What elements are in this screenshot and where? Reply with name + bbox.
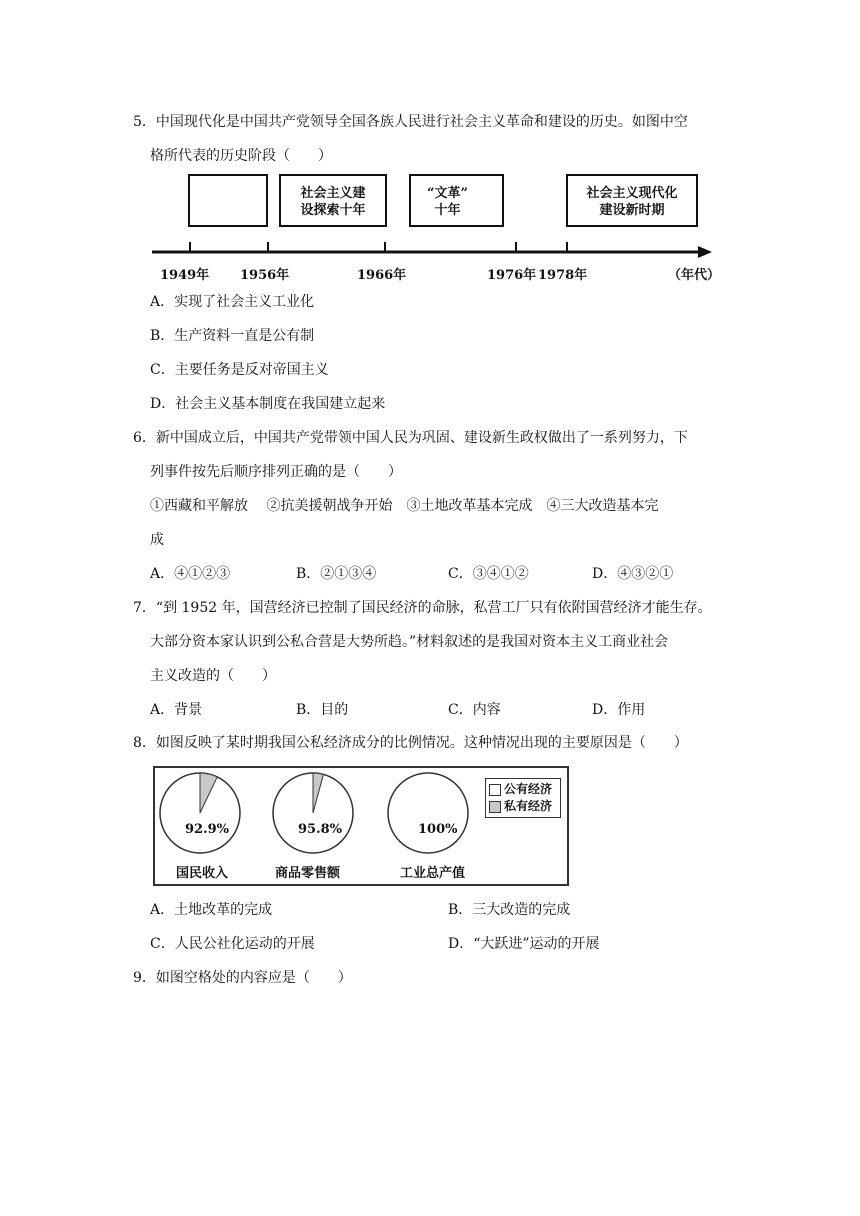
q7-option-a[interactable]: A．背景	[150, 702, 203, 718]
pie-legend	[485, 778, 561, 818]
q6-stem-text: 新中国成立后，中国共产党带领中国人民为巩固、建设新生政权做出了一系列努力，下	[155, 430, 688, 446]
q8-option-d[interactable]: D．“大跃进”运动的开展	[448, 936, 600, 952]
q7-option-b[interactable]: B．目的	[296, 702, 349, 718]
q6-number: 6．	[133, 430, 156, 446]
box-label-line: 十年	[434, 203, 461, 218]
pie-value-national-income: 92.9%	[185, 822, 230, 837]
pie-label-industrial-output: 工业总产值	[400, 866, 466, 881]
tick-label-unit: （年代）	[668, 268, 721, 283]
q8-stem	[133, 733, 688, 753]
q6-option-b[interactable]: B．②①③④	[296, 566, 377, 582]
pie-public-slice	[388, 773, 468, 853]
q5-stem-text: 中国现代化是中国共产党领导全国各族人民进行社会主义革命和建设的历史。如图中空	[155, 114, 688, 130]
q9-stem-text: 如图空格处的内容应是（ ）	[155, 970, 352, 986]
q7-stem-line3: 主义改造的（ ）	[150, 668, 276, 684]
legend-public-swatch	[489, 784, 501, 796]
q5-option-c[interactable]: C．主要任务是反对帝国主义	[150, 362, 329, 378]
box-label-line: “文革”	[427, 186, 468, 201]
tick-label-1949: 1949年	[160, 268, 210, 283]
pie-value-retail-sales: 95.8%	[298, 822, 343, 837]
q6-option-c[interactable]: C．③④①②	[448, 566, 529, 582]
q9-number: 9．	[133, 970, 156, 986]
q8-option-b[interactable]: B．三大改造的完成	[448, 902, 571, 918]
timeline-box-modern-label	[567, 185, 697, 219]
q7-stem-text: “到 1952 年，国营经济已控制了国民经济的命脉，私营工厂只有依附国营经济才能生存。	[155, 600, 712, 616]
q7-stem-line1	[133, 598, 712, 618]
q7-stem-line2: 大部分资本家认识到公私合营是大势所趋。”材料叙述的是我国对资本主义工商业社会	[150, 634, 669, 650]
box-label-line: 社会主义建	[300, 186, 366, 201]
q5-option-a[interactable]: A．实现了社会主义工业化	[150, 294, 315, 310]
q7-number: 7．	[133, 600, 156, 616]
q8-option-c[interactable]: C．人民公社化运动的开展	[150, 936, 315, 952]
pie-label-retail-sales: 商品零售额	[275, 866, 341, 881]
q7-option-d[interactable]: D．作用	[592, 702, 646, 718]
timeline-box-exploration-label	[280, 185, 386, 219]
legend-public-label: 公有经济	[504, 782, 553, 796]
q8-stem-text: 如图反映了某时期我国公私经济成分的比例情况。这种情况出现的主要原因是（ ）	[155, 735, 688, 751]
q5-stem-line2: 格所代表的历史阶段（ ）	[150, 148, 332, 164]
tick-label-1978: 1978年	[538, 268, 588, 283]
timeline-box-cr-label	[410, 185, 485, 219]
box-label-line: 社会主义现代化	[586, 186, 678, 201]
q6-option-d[interactable]: D．④③②①	[592, 566, 674, 582]
box-label-line: 建设新时期	[599, 203, 665, 218]
q5-stem-line1	[133, 112, 688, 132]
q5-option-b[interactable]: B．生产资料一直是公有制	[150, 328, 315, 344]
pie-value-industrial-output: 100%	[418, 822, 458, 837]
q5-number: 5．	[133, 114, 156, 130]
timeline-box-blank	[189, 175, 267, 226]
q5-timeline-figure	[150, 168, 720, 288]
q5-option-d[interactable]: D．社会主义基本制度在我国建立起来	[150, 396, 386, 412]
tick-label-1976: 1976年	[487, 268, 537, 283]
legend-private	[489, 798, 557, 815]
box-label-line: 设探索十年	[300, 203, 366, 218]
q8-option-a[interactable]: A．土地改革的完成	[150, 902, 273, 918]
q6-events-line1: ①西藏和平解放 ②抗美援朝战争开始 ③土地改革基本完成 ④三大改造基本完	[150, 498, 659, 514]
q6-stem-line1	[133, 428, 688, 448]
legend-public	[489, 781, 557, 798]
pie-label-national-income: 国民收入	[176, 866, 229, 881]
q9-stem	[133, 968, 352, 988]
q8-pie-figure	[153, 766, 569, 886]
legend-private-label: 私有经济	[504, 799, 553, 813]
tick-label-1966: 1966年	[357, 268, 407, 283]
q8-number: 8．	[133, 735, 156, 751]
q6-stem-line2: 列事件按先后顺序排列正确的是（ ）	[150, 464, 402, 480]
timeline-arrowhead	[698, 246, 712, 258]
q7-option-c[interactable]: C．内容	[448, 702, 501, 718]
tick-label-1956: 1956年	[240, 268, 290, 283]
legend-private-swatch	[489, 801, 501, 813]
q6-events-line2: 成	[150, 532, 164, 548]
q6-option-a[interactable]: A．④①②③	[150, 566, 231, 582]
